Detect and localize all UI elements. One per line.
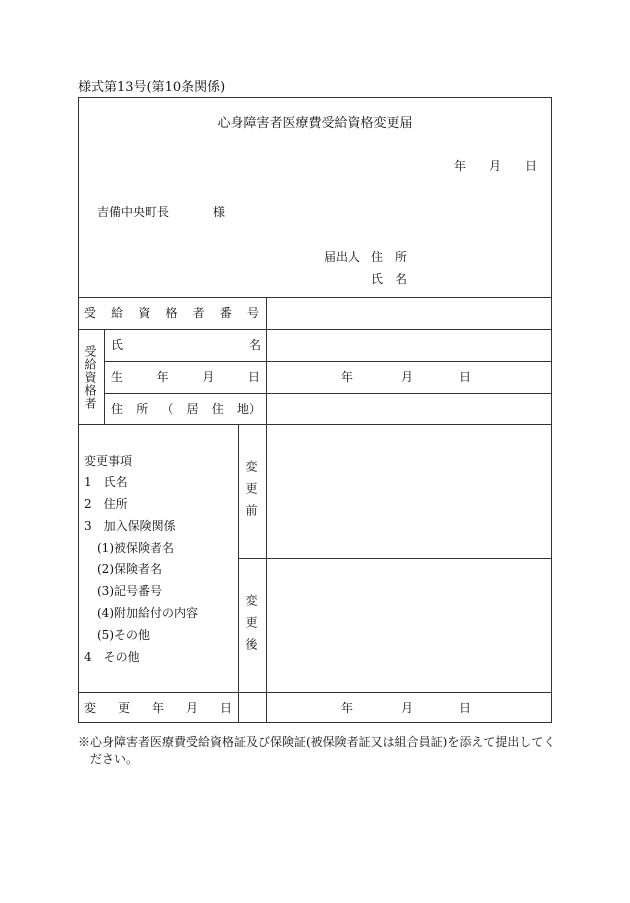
label-char: 更	[117, 701, 130, 715]
birth-date-label	[111, 371, 260, 383]
rule	[104, 329, 105, 424]
label-char: 日	[219, 701, 232, 715]
birth-day: 日	[459, 370, 472, 384]
before-label: 変更前	[244, 460, 258, 526]
name-field[interactable]	[267, 330, 551, 360]
change-items-heading: 変更事項	[84, 454, 133, 468]
birth-month: 月	[401, 370, 414, 384]
label-char: 年	[156, 370, 169, 384]
birth-year: 年	[341, 370, 354, 384]
change-item: 2 住所	[84, 497, 128, 511]
label-char: 給	[111, 306, 124, 320]
address-label	[111, 403, 261, 415]
label-char: 資	[138, 306, 151, 320]
change-item: 3 加入保険関係	[84, 519, 176, 533]
label-char: 者	[192, 306, 205, 320]
form-number: 様式第13号(第10条関係)	[78, 80, 226, 95]
date-day: 日	[525, 159, 538, 173]
label-char: 住	[111, 402, 124, 416]
label-char: 格	[165, 306, 178, 320]
rule	[104, 361, 552, 362]
label-char: 年	[151, 701, 164, 715]
label-char: 月	[185, 701, 198, 715]
label-char: 番	[219, 306, 232, 320]
before-field[interactable]	[267, 425, 551, 557]
after-label: 変更後	[244, 594, 258, 660]
change-date-field[interactable]	[341, 702, 471, 716]
birth-date-field[interactable]	[341, 371, 471, 385]
change-month: 月	[401, 701, 414, 715]
note-line-1: ※心身障害者医療費受給資格証及び保険証(被保険者証又は組合員証)を添えて提出してく	[78, 735, 556, 749]
honorific: 様	[213, 205, 226, 219]
label-char: 所	[136, 402, 149, 416]
change-day: 日	[459, 701, 472, 715]
addressee: 吉備中央町長	[97, 205, 170, 219]
name-label-left: 氏	[111, 338, 124, 352]
change-item: (3)記号番号	[97, 584, 162, 598]
applicant-label: 届出人	[324, 250, 361, 264]
change-item: (1)被保険者名	[97, 541, 174, 555]
label-char: 月	[202, 370, 215, 384]
change-item: (4)附加給付の内容	[97, 606, 198, 620]
change-item: (5)その他	[97, 628, 150, 642]
date-year: 年	[454, 159, 467, 173]
after-field[interactable]	[267, 559, 551, 691]
rule	[238, 424, 239, 723]
label-char: 住	[211, 402, 224, 416]
applicant-address-label: 住 所	[371, 250, 408, 264]
change-year: 年	[341, 701, 354, 715]
label-char: 地）	[236, 402, 261, 416]
eligible-person-label: 受給資格者	[83, 345, 97, 410]
rule	[78, 692, 552, 693]
change-date-label	[84, 702, 232, 714]
label-char: （	[161, 402, 174, 416]
address-field[interactable]	[267, 394, 551, 423]
label-char: 居	[186, 402, 199, 416]
note-line-2: ださい。	[90, 752, 139, 766]
eligibility-number-field[interactable]	[267, 298, 551, 328]
label-char: 日	[247, 370, 260, 384]
applicant-name-label: 氏 名	[371, 272, 408, 286]
change-item: 4 その他	[84, 650, 140, 664]
label-char: 生	[111, 370, 124, 384]
date-month: 月	[489, 159, 502, 173]
form-title: 心身障害者医療費受給資格変更届	[217, 116, 413, 131]
label-char: 受	[84, 306, 97, 320]
change-item: (2)保険者名	[97, 562, 162, 576]
label-char: 変	[84, 701, 97, 715]
submission-date	[454, 159, 538, 173]
label-char: 号	[246, 306, 259, 320]
change-item: 1 氏名	[84, 475, 128, 489]
eligibility-number-label	[84, 307, 259, 319]
name-label-right: 名	[249, 338, 262, 352]
